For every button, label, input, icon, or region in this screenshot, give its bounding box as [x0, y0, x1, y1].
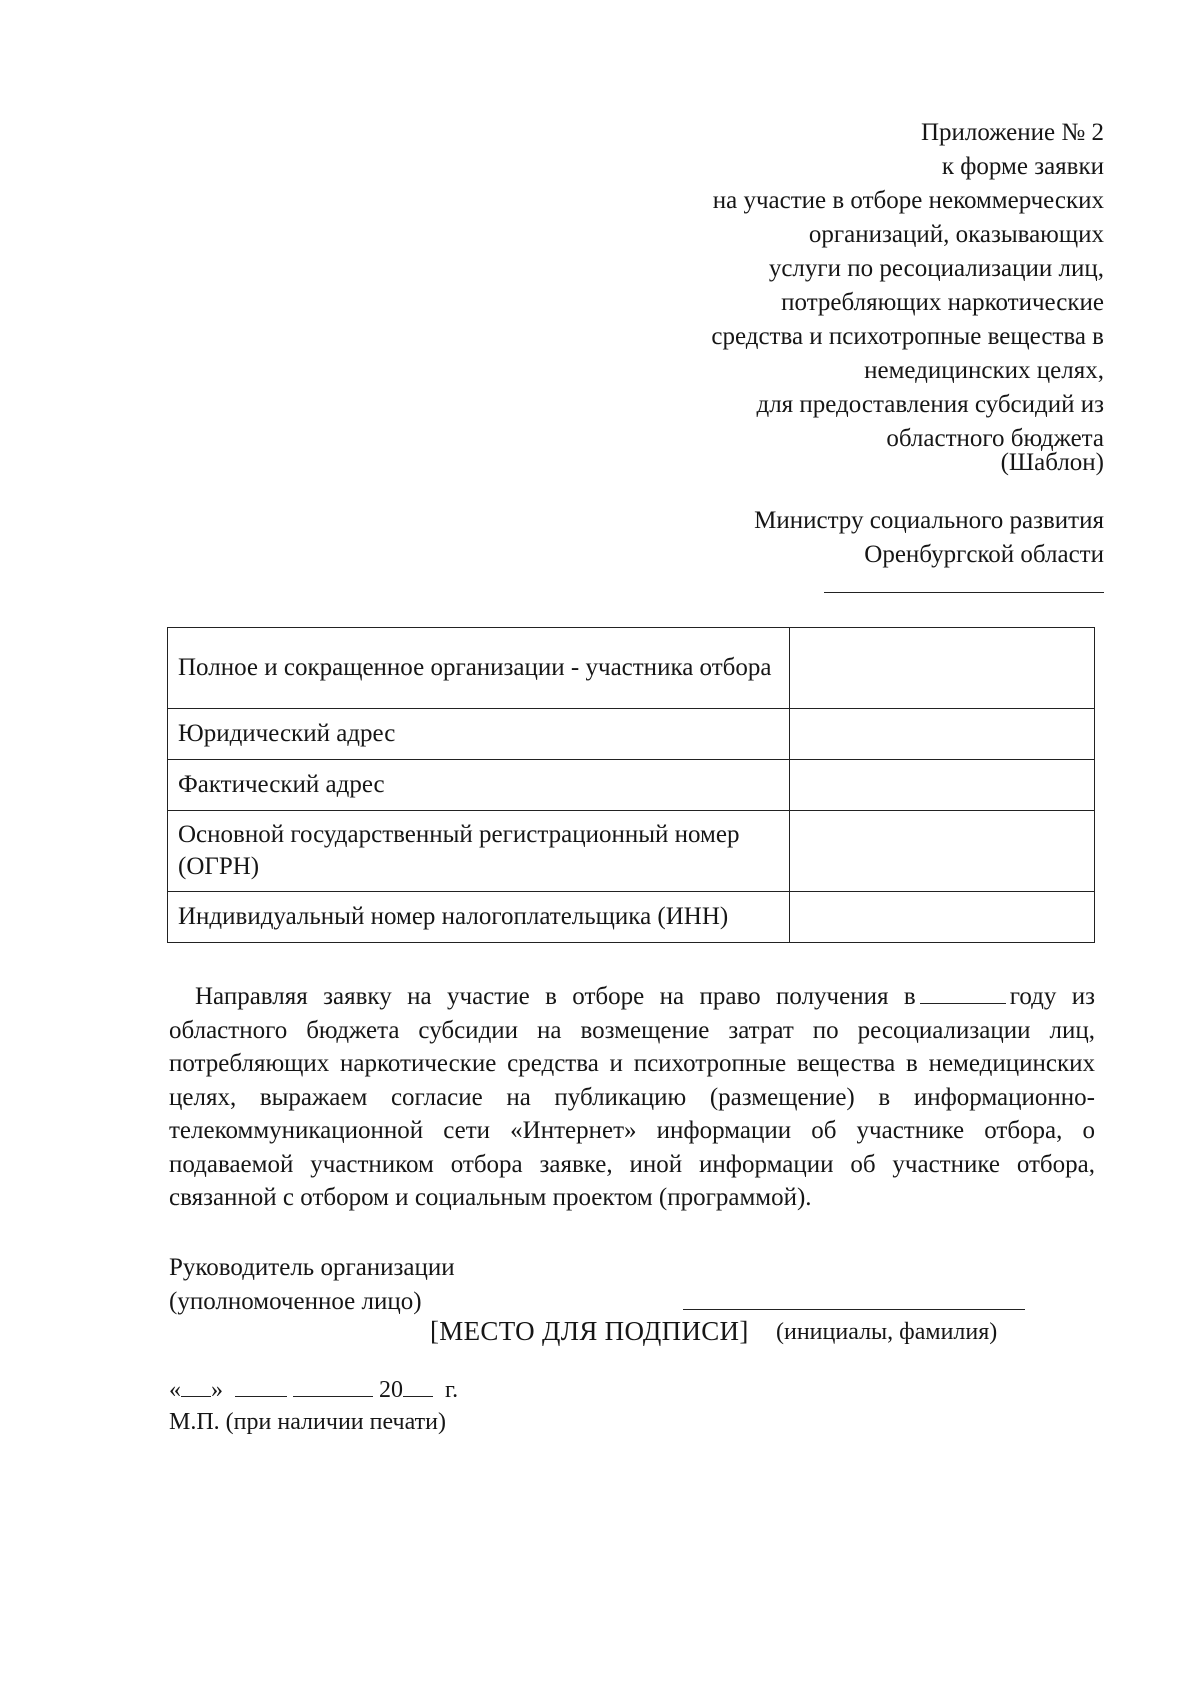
header-line: организаций, оказывающих — [808, 221, 1104, 248]
addressee — [754, 504, 1104, 572]
date-open-quote: « — [169, 1377, 181, 1403]
row-value-field[interactable] — [790, 892, 1095, 943]
appendix-header — [564, 116, 1104, 456]
header-line: областного бюджета — [886, 425, 1104, 452]
date-close-quote: » — [211, 1377, 223, 1403]
row-value-field[interactable] — [790, 628, 1095, 709]
header-line: немедицинских целях, — [864, 357, 1104, 384]
year-suffix: г. — [445, 1377, 459, 1403]
row-value-field[interactable] — [790, 811, 1095, 892]
row-label: Фактический адрес — [168, 760, 790, 811]
signature-placeholder[interactable]: [МЕСТО ДЛЯ ПОДПИСИ] — [430, 1316, 749, 1346]
table-row — [168, 709, 1095, 760]
header-line: к форме заявки — [941, 153, 1104, 180]
table-row — [168, 811, 1095, 892]
consent-text-part-1: Направляя заявку на участие в отборе на право получения в — [195, 983, 916, 1010]
day-blank-field[interactable] — [181, 1376, 211, 1397]
addressee-line-2: Оренбургской области — [864, 541, 1104, 568]
table-row — [168, 760, 1095, 811]
header-line: на участие в отборе некоммерческих — [712, 187, 1104, 214]
organization-info-table — [167, 627, 1095, 943]
consent-text-part-2: году из областного бюджета субсидии на возмещение затрат по ресоциализации лиц, потребляющих наркотические средства и психотропные вещества в немедицинских целях, выражаем согласие на публикацию (размещение) в информационно-телекоммуникационной сети «Интернет» информации об участнике отбора, о подаваемой участником отбора заявке, иной информации об участнике отбора, связанной с отбором и социальным проектом (программой). — [169, 983, 1095, 1211]
year-digits-blank-field[interactable] — [403, 1376, 433, 1397]
stamp-note: М.П. (при наличии печати) — [169, 1409, 446, 1435]
table-row — [168, 628, 1095, 709]
year-prefix: 20 — [379, 1377, 403, 1403]
date-line — [169, 1374, 458, 1406]
row-value-field[interactable] — [790, 760, 1095, 811]
header-line: средства и психотропные вещества в — [711, 323, 1104, 350]
table-row — [168, 892, 1095, 943]
addressee-blank-line[interactable] — [824, 592, 1104, 593]
year-blank-field[interactable] — [920, 983, 1006, 1004]
template-mark: (Шаблон) — [1000, 449, 1104, 476]
month-blank-field-part-2[interactable] — [293, 1376, 373, 1397]
addressee-line-1: Министру социального развития — [754, 507, 1104, 534]
row-label: Полное и сокращенное организации - участника отбора — [168, 628, 790, 709]
row-label: Основной государственный регистрационный номер (ОГРН) — [168, 811, 790, 892]
header-line: Приложение № 2 — [920, 119, 1104, 146]
row-value-field[interactable] — [790, 709, 1095, 760]
signer-subtitle: (уполномоченное лицо) — [169, 1288, 422, 1315]
header-line: для предоставления субсидий из — [756, 391, 1104, 418]
signer-block — [169, 1251, 455, 1319]
header-line: услуги по ресоциализации лиц, — [768, 255, 1104, 282]
consent-paragraph — [169, 980, 1095, 1215]
initials-blank-line[interactable] — [683, 1309, 1025, 1310]
row-label: Индивидуальный номер налогоплательщика (ИНН) — [168, 892, 790, 943]
month-blank-field-part-1[interactable] — [235, 1376, 287, 1397]
signer-title: Руководитель организации — [169, 1254, 455, 1281]
initials-caption: (инициалы, фамилия) — [776, 1319, 998, 1345]
row-label: Юридический адрес — [168, 709, 790, 760]
header-line: потребляющих наркотические — [781, 289, 1104, 316]
